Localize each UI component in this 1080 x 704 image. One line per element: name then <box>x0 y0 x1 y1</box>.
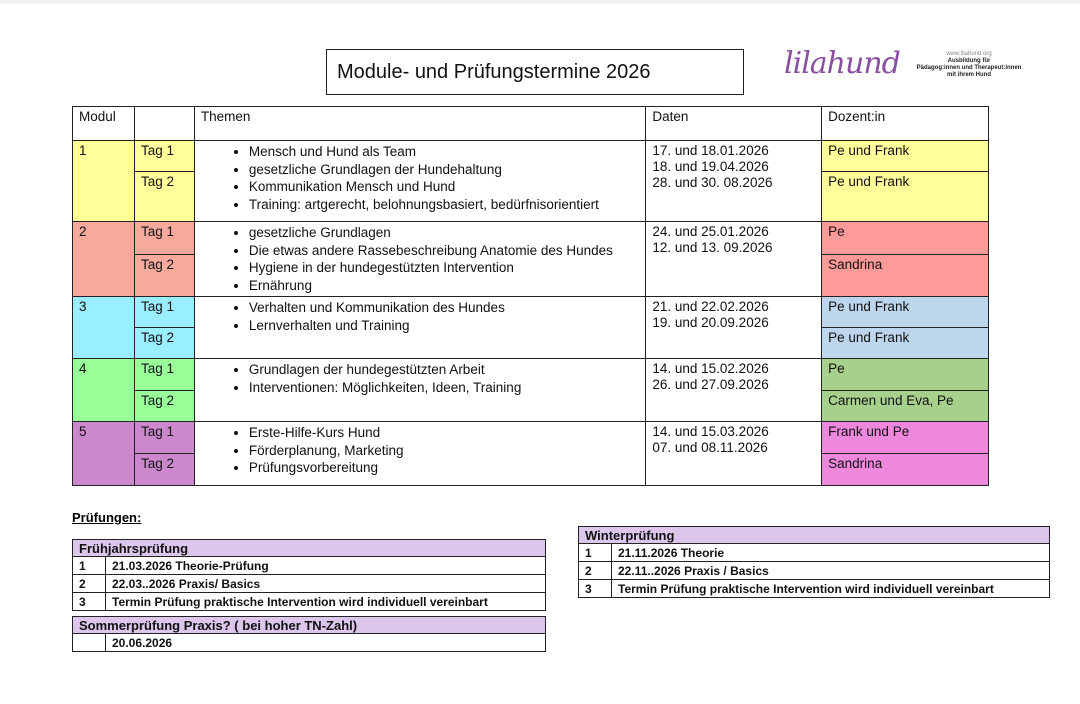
date-item: 21. und 22.02.2026 <box>652 299 769 314</box>
topic-item: • Förderplanung, Marketing <box>249 442 639 460</box>
exam-row <box>579 562 1050 580</box>
sommer-table <box>72 616 546 652</box>
lecturer: Pe <box>822 222 989 255</box>
topic-item: • Erste-Hilfe-Kurs Hund <box>249 424 639 442</box>
topics-cell <box>194 297 645 359</box>
lecturer: Pe <box>822 359 989 391</box>
topics-cell <box>194 422 645 486</box>
dates-cell <box>646 297 822 359</box>
exam-text: 22.03..2026 Praxis/ Basics <box>106 575 546 593</box>
document-page <box>0 4 1080 704</box>
module-number: 3 <box>73 297 135 359</box>
lecturer: Frank und Pe <box>822 422 989 454</box>
header-daten: Daten <box>646 107 822 141</box>
tagline-line: Pädagog:innen und Therapeut:innen <box>916 65 1022 71</box>
dates-cell <box>646 422 822 486</box>
exam-text: 22.11..2026 Praxis / Basics <box>612 562 1050 580</box>
fruehjahr-table <box>72 539 546 611</box>
header-tag <box>134 107 194 141</box>
tag-label: Tag 2 <box>134 328 194 359</box>
exam-text: 20.06.2026 <box>106 634 546 652</box>
tagline-line: mit ihrem Hund <box>946 72 991 78</box>
topic-item: • Hygiene in der hundegestützten Intervention <box>249 259 639 277</box>
topic-item: • Die etwas andere Rassebeschreibung Anatomie des Hundes <box>249 242 639 260</box>
exam-title: Frühjahrsprüfung <box>73 540 546 557</box>
dates-cell <box>646 141 822 222</box>
date-item: 14. und 15.03.2026 <box>652 424 769 439</box>
topic-item: • Training: artgerecht, belohnungsbasiert, bedürfnisorientiert <box>249 196 639 214</box>
topic-item: • Mensch und Hund als Team <box>249 143 639 161</box>
tag-label: Tag 1 <box>134 222 194 255</box>
tag-label: Tag 2 <box>134 454 194 486</box>
topics-cell <box>194 222 645 297</box>
lecturer: Carmen und Eva, Pe <box>822 391 989 422</box>
exam-header-row <box>73 540 546 557</box>
topic-item: • Grundlagen der hundegestützten Arbeit <box>249 361 639 379</box>
topic-item: • Ernährung <box>249 277 639 295</box>
module-number: 1 <box>73 141 135 222</box>
tag-label: Tag 1 <box>134 297 194 328</box>
pruefungen-heading: Prüfungen: <box>72 510 142 525</box>
date-item: 17. und 18.01.2026 <box>652 143 769 158</box>
module-row <box>73 422 989 454</box>
header-dozent: Dozent:in <box>822 107 989 141</box>
module-number: 4 <box>73 359 135 422</box>
date-item: 26. und 27.09.2026 <box>652 377 769 392</box>
header-themen: Themen <box>194 107 645 141</box>
exam-number: 2 <box>579 562 612 580</box>
exam-title: Winterprüfung <box>579 527 1050 544</box>
tag-label: Tag 2 <box>134 172 194 222</box>
tag-label: Tag 1 <box>134 422 194 454</box>
logo-url: www.lilahund.org <box>946 51 992 57</box>
tag-label: Tag 2 <box>134 255 194 297</box>
topic-item: • Prüfungsvorbereitung <box>249 459 639 477</box>
topic-item: • Lernverhalten und Training <box>249 317 639 335</box>
lecturer: Pe und Frank <box>822 328 989 359</box>
logo-tagline <box>904 51 1034 79</box>
exam-row <box>73 634 546 652</box>
exam-number: 1 <box>579 544 612 562</box>
module-row <box>73 222 989 255</box>
date-item: 28. und 30. 08.2026 <box>652 175 773 190</box>
date-item: 18. und 19.04.2026 <box>652 159 769 174</box>
lecturer: Pe und Frank <box>822 297 989 328</box>
exam-number: 3 <box>579 580 612 598</box>
exam-header-row <box>579 527 1050 544</box>
date-item: 14. und 15.02.2026 <box>652 361 769 376</box>
topics-cell <box>194 141 645 222</box>
tag-label: Tag 2 <box>134 391 194 422</box>
exam-row <box>579 544 1050 562</box>
exam-row <box>579 580 1050 598</box>
topic-item: • gesetzliche Grundlagen der Hundehaltung <box>249 161 639 179</box>
lecturer: Pe und Frank <box>822 141 989 172</box>
date-item: 19. und 20.09.2026 <box>652 315 769 330</box>
dates-cell <box>646 359 822 422</box>
topic-item: • Verhalten und Kommunikation des Hundes <box>249 299 639 317</box>
exam-header-row <box>73 617 546 634</box>
lecturer: Sandrina <box>822 454 989 486</box>
header-modul: Modul <box>73 107 135 141</box>
exam-row <box>73 593 546 611</box>
exam-row <box>73 557 546 575</box>
lilahund-logo: lilahund <box>784 46 900 81</box>
exam-number <box>73 634 106 652</box>
exam-title: Sommerprüfung Praxis? ( bei hoher TN-Zahl) <box>73 617 546 634</box>
topic-item: • Interventionen: Möglichkeiten, Ideen, Training <box>249 379 639 397</box>
exam-text: Termin Prüfung praktische Intervention wird individuell vereinbart <box>612 580 1050 598</box>
dates-cell <box>646 222 822 297</box>
tag-label: Tag 1 <box>134 359 194 391</box>
exam-text: Termin Prüfung praktische Intervention wird individuell vereinbart <box>106 593 546 611</box>
tagline-line: Ausbildung für <box>947 58 991 64</box>
date-item: 24. und 25.01.2026 <box>652 224 769 239</box>
tag-label: Tag 1 <box>134 141 194 172</box>
module-row <box>73 141 989 172</box>
date-item: 12. und 13. 09.2026 <box>652 240 773 255</box>
topic-item: • gesetzliche Grundlagen <box>249 224 639 242</box>
module-number: 5 <box>73 422 135 486</box>
exam-number: 1 <box>73 557 106 575</box>
page-title: Module- und Prüfungstermine 2026 <box>326 49 744 95</box>
exam-number: 2 <box>73 575 106 593</box>
topics-cell <box>194 359 645 422</box>
winter-table <box>578 526 1050 598</box>
exam-row <box>73 575 546 593</box>
module-row <box>73 297 989 328</box>
exam-number: 3 <box>73 593 106 611</box>
module-table <box>72 106 989 486</box>
table-header-row <box>73 107 989 141</box>
date-item: 07. und 08.11.2026 <box>652 440 768 455</box>
module-number: 2 <box>73 222 135 297</box>
lecturer: Pe und Frank <box>822 172 989 222</box>
lecturer: Sandrina <box>822 255 989 297</box>
topic-item: • Kommunikation Mensch und Hund <box>249 178 639 196</box>
exam-text: 21.11.2026 Theorie <box>612 544 1050 562</box>
module-row <box>73 359 989 391</box>
exam-text: 21.03.2026 Theorie-Prüfung <box>106 557 546 575</box>
